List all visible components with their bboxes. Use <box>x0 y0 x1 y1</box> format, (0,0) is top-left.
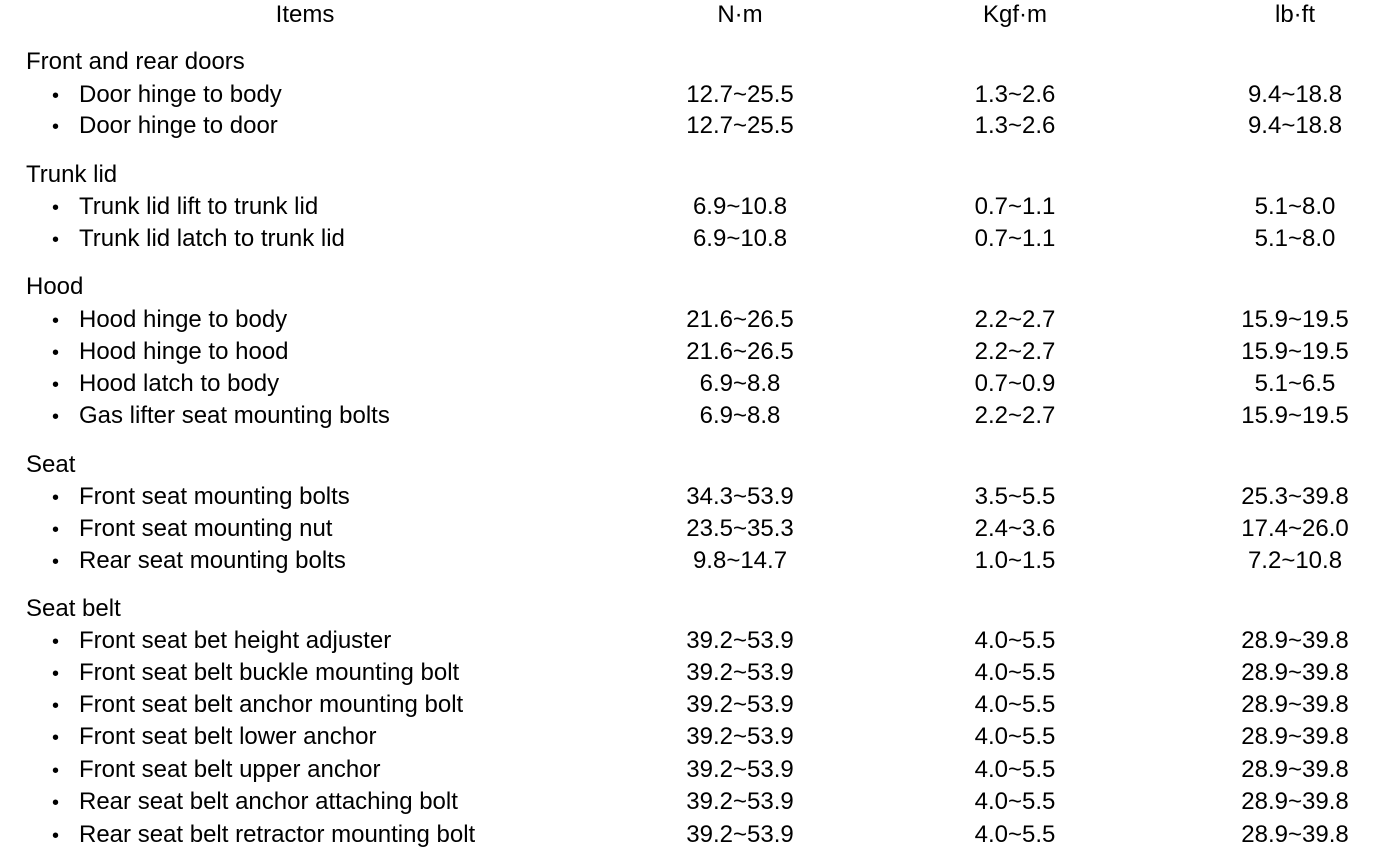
bullet-icon: • <box>52 85 60 107</box>
table-row <box>0 111 1392 141</box>
table-row <box>0 755 1392 785</box>
group-title-row <box>0 594 1392 624</box>
item-label: • Gas lifter seat mounting bolts <box>52 401 390 431</box>
value-nm: 12.7~25.5 <box>686 112 794 139</box>
group-title: Hood <box>26 273 84 300</box>
value-nm: 39.2~53.9 <box>686 788 794 815</box>
value-kgfm: 1.3~2.6 <box>974 81 1056 108</box>
value-lbft: 15.9~19.5 <box>1241 338 1349 365</box>
item-label: • Trunk lid latch to trunk lid <box>52 224 345 254</box>
value-kgfm: 2.2~2.7 <box>974 306 1056 333</box>
table-row <box>0 722 1392 752</box>
header-items: Items <box>275 1 335 28</box>
table-header-row <box>0 0 1392 30</box>
value-kgfm: 0.7~1.1 <box>974 193 1056 220</box>
value-lbft: 25.3~39.8 <box>1241 483 1349 510</box>
value-kgfm: 3.5~5.5 <box>974 483 1056 510</box>
bullet-icon: • <box>52 116 60 138</box>
header-lbft: lb·ft <box>1274 1 1315 28</box>
value-lbft: 28.9~39.8 <box>1241 756 1349 783</box>
value-kgfm: 4.0~5.5 <box>974 788 1056 815</box>
value-lbft: 5.1~8.0 <box>1254 193 1336 220</box>
table-row <box>0 626 1392 656</box>
table-row <box>0 787 1392 817</box>
value-nm: 39.2~53.9 <box>686 821 794 848</box>
group-title: Front and rear doors <box>26 48 245 75</box>
value-nm: 39.2~53.9 <box>686 756 794 783</box>
value-lbft: 5.1~6.5 <box>1254 370 1336 397</box>
table-row <box>0 658 1392 688</box>
bullet-icon: • <box>52 695 60 717</box>
bullet-icon: • <box>52 406 60 428</box>
value-kgfm: 0.7~0.9 <box>974 370 1056 397</box>
item-label: • Front seat mounting nut <box>52 514 332 544</box>
value-kgfm: 2.2~2.7 <box>974 402 1056 429</box>
value-lbft: 9.4~18.8 <box>1247 112 1343 139</box>
value-lbft: 17.4~26.0 <box>1241 515 1349 542</box>
item-label: • Hood hinge to body <box>52 305 287 335</box>
value-lbft: 5.1~8.0 <box>1254 225 1336 252</box>
value-nm: 6.9~8.8 <box>699 402 781 429</box>
table-row <box>0 80 1392 110</box>
group-title: Trunk lid <box>26 161 118 188</box>
item-label: • Front seat mounting bolts <box>52 482 350 512</box>
item-label: • Front seat belt upper anchor <box>52 755 381 785</box>
value-lbft: 28.9~39.8 <box>1241 691 1349 718</box>
value-nm: 39.2~53.9 <box>686 691 794 718</box>
bullet-icon: • <box>52 310 60 332</box>
item-label: • Trunk lid lift to trunk lid <box>52 192 318 222</box>
group-title-row <box>0 450 1392 480</box>
value-nm: 6.9~10.8 <box>692 225 788 252</box>
value-nm: 9.8~14.7 <box>692 547 788 574</box>
header-kgfm: Kgf·m <box>982 1 1047 28</box>
table-row <box>0 224 1392 254</box>
bullet-icon: • <box>52 342 60 364</box>
item-label: • Rear seat belt retractor mounting bolt <box>52 820 475 850</box>
table-row <box>0 546 1392 576</box>
value-nm: 6.9~10.8 <box>692 193 788 220</box>
bullet-icon: • <box>52 519 60 541</box>
item-label: • Rear seat mounting bolts <box>52 546 346 576</box>
value-kgfm: 1.3~2.6 <box>974 112 1056 139</box>
value-lbft: 7.2~10.8 <box>1247 547 1343 574</box>
value-lbft: 28.9~39.8 <box>1241 723 1349 750</box>
value-kgfm: 4.0~5.5 <box>974 821 1056 848</box>
value-nm: 39.2~53.9 <box>686 723 794 750</box>
value-nm: 34.3~53.9 <box>686 483 794 510</box>
table-row <box>0 690 1392 720</box>
value-nm: 12.7~25.5 <box>686 81 794 108</box>
table-row <box>0 820 1392 850</box>
item-label: • Front seat bet height adjuster <box>52 626 391 656</box>
item-label: • Door hinge to door <box>52 111 278 141</box>
value-kgfm: 4.0~5.5 <box>974 627 1056 654</box>
value-kgfm: 4.0~5.5 <box>974 756 1056 783</box>
value-nm: 6.9~8.8 <box>699 370 781 397</box>
group-title-row <box>0 272 1392 302</box>
item-label: • Front seat belt buckle mounting bolt <box>52 658 459 688</box>
value-nm: 21.6~26.5 <box>686 338 794 365</box>
bullet-icon: • <box>52 825 60 847</box>
value-kgfm: 2.2~2.7 <box>974 338 1056 365</box>
item-label: • Hood hinge to hood <box>52 337 289 367</box>
value-lbft: 28.9~39.8 <box>1241 821 1349 848</box>
bullet-icon: • <box>52 663 60 685</box>
item-label: • Rear seat belt anchor attaching bolt <box>52 787 458 817</box>
table-row <box>0 482 1392 512</box>
value-nm: 21.6~26.5 <box>686 306 794 333</box>
bullet-icon: • <box>52 551 60 573</box>
value-lbft: 28.9~39.8 <box>1241 788 1349 815</box>
table-row <box>0 369 1392 399</box>
table-row <box>0 401 1392 431</box>
item-label: • Door hinge to body <box>52 80 282 110</box>
item-label: • Front seat belt lower anchor <box>52 722 376 752</box>
group-title: Seat <box>26 451 76 478</box>
value-kgfm: 4.0~5.5 <box>974 659 1056 686</box>
bullet-icon: • <box>52 727 60 749</box>
table-row <box>0 337 1392 367</box>
bullet-icon: • <box>52 197 60 219</box>
group-title: Seat belt <box>26 595 121 622</box>
table-row <box>0 514 1392 544</box>
value-lbft: 15.9~19.5 <box>1241 306 1349 333</box>
group-title-row <box>0 47 1392 77</box>
table-row <box>0 192 1392 222</box>
bullet-icon: • <box>52 631 60 653</box>
value-kgfm: 1.0~1.5 <box>974 547 1056 574</box>
bullet-icon: • <box>52 374 60 396</box>
value-nm: 39.2~53.9 <box>686 627 794 654</box>
bullet-icon: • <box>52 760 60 782</box>
value-lbft: 15.9~19.5 <box>1241 402 1349 429</box>
value-lbft: 28.9~39.8 <box>1241 659 1349 686</box>
bullet-icon: • <box>52 487 60 509</box>
value-kgfm: 2.4~3.6 <box>974 515 1056 542</box>
value-nm: 39.2~53.9 <box>686 659 794 686</box>
bullet-icon: • <box>52 792 60 814</box>
group-title-row <box>0 160 1392 190</box>
value-nm: 23.5~35.3 <box>686 515 794 542</box>
value-kgfm: 0.7~1.1 <box>974 225 1056 252</box>
table-row <box>0 305 1392 335</box>
value-kgfm: 4.0~5.5 <box>974 723 1056 750</box>
bullet-icon: • <box>52 229 60 251</box>
header-nm: N·m <box>717 1 763 28</box>
item-label: • Hood latch to body <box>52 369 279 399</box>
value-kgfm: 4.0~5.5 <box>974 691 1056 718</box>
item-label: • Front seat belt anchor mounting bolt <box>52 690 463 720</box>
value-lbft: 9.4~18.8 <box>1247 81 1343 108</box>
value-lbft: 28.9~39.8 <box>1241 627 1349 654</box>
